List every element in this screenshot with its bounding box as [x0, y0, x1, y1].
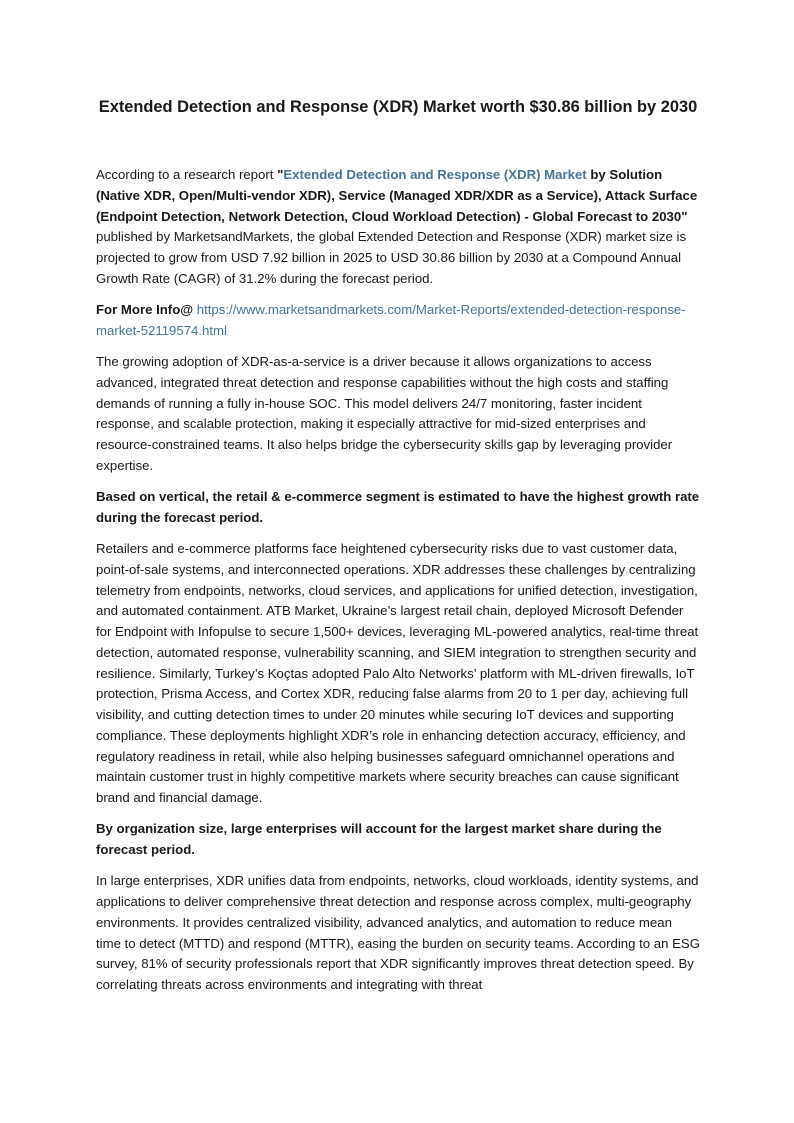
org-size-heading: By organization size, large enterprises will account for the largest market share during the forecast period.: [96, 821, 662, 857]
report-title-link[interactable]: Extended Detection and Response (XDR) Market: [283, 167, 587, 182]
intro-lead: According to a research report: [96, 167, 278, 182]
xdraas-paragraph: The growing adoption of XDR-as-a-service is a driver because it allows organizations to access advanced, integrated threat detection and response capabilities without the high costs and staffing demands of running a fully in-house SOC. This model delivers 24/7 monitoring, faster incident response, and scalable protection, making it especially attractive for mid-sized enterprises and resource-constrained teams. It also helps bridge the cybersecurity skills gap by leveraging provider expertise.: [96, 354, 673, 473]
intro-paragraph: [96, 165, 700, 290]
document-body: [96, 165, 700, 1006]
more-info-link[interactable]: https://www.marketsandmarkets.com/Market-Reports/extended-detection-response-market-52119574.html: [96, 302, 686, 338]
more-info-paragraph: [96, 300, 700, 342]
enterprise-paragraph: In large enterprises, XDR unifies data from endpoints, networks, cloud workloads, identity systems, and applications to deliver comprehensive threat detection and response across complex, multi-geography environments. It provides centralized visibility, advanced analytics, and automation to reduce mean time to detect (MTTD) and respond (MTTR), easing the burden on security teams. According to an ESG survey, 81% of security professionals report that XDR significantly improves threat detection speed. By correlating threats across environments and integrating with threat: [96, 873, 700, 992]
quote-open: ": [277, 167, 284, 182]
page-title: Extended Detection and Response (XDR) Market worth $30.86 billion by 2030: [98, 98, 698, 116]
vertical-heading: Based on vertical, the retail & e-commerce segment is estimated to have the highest growth rate during the forecast period.: [96, 489, 700, 525]
more-info-label: For More Info@: [96, 302, 194, 317]
retail-paragraph: Retailers and e-commerce platforms face heightened cybersecurity risks due to vast customer data, point-of-sale systems, and interconnected operations. XDR addresses these challenges by centralizing telemetry from endpoints, networks, cloud services, and applications for unified detection, investigation, and automated containment. ATB Market, Ukraine’s largest retail chain, deployed Microsoft Defender for Endpoint with Infopulse to secure 1,500+ devices, leveraging ML-powered analytics, real-time threat detection, automated response, vulnerability scanning, and SIEM integration to strengthen security and resilience. Similarly, Turkey’s Koçtas adopted Palo Alto Networks’ platform with ML-driven firewalls, IoT protection, Prisma Access, and Cortex XDR, reducing false alarms from 20 to 1 per day, achieving full visibility, and cutting detection times to under 20 minutes while securing IoT devices and supporting compliance. These deployments highlight XDR’s role in enhancing detection accuracy, efficiency, and regulatory readiness in retail, while also helping businesses safeguard omnichannel operations and maintain customer trust in highly competitive markets where security breaches can cause significant brand and financial damage.: [96, 541, 699, 805]
intro-tail: published by MarketsandMarkets, the global Extended Detection and Response (XDR) market size is projected to grow from USD 7.92 billion in 2025 to USD 30.86 billion by 2030 at a Compound Annual Growth Rate (CAGR) of 31.2% during the forecast period.: [96, 229, 687, 286]
report-title-rest: by Solution (Native XDR, Open/Multi-vendor XDR), Service (Managed XDR/XDR as a Service), Attack Surface (Endpoint Detection, Network Detection, Cloud Workload Detection) - Global Forecast to 2030": [96, 167, 698, 224]
